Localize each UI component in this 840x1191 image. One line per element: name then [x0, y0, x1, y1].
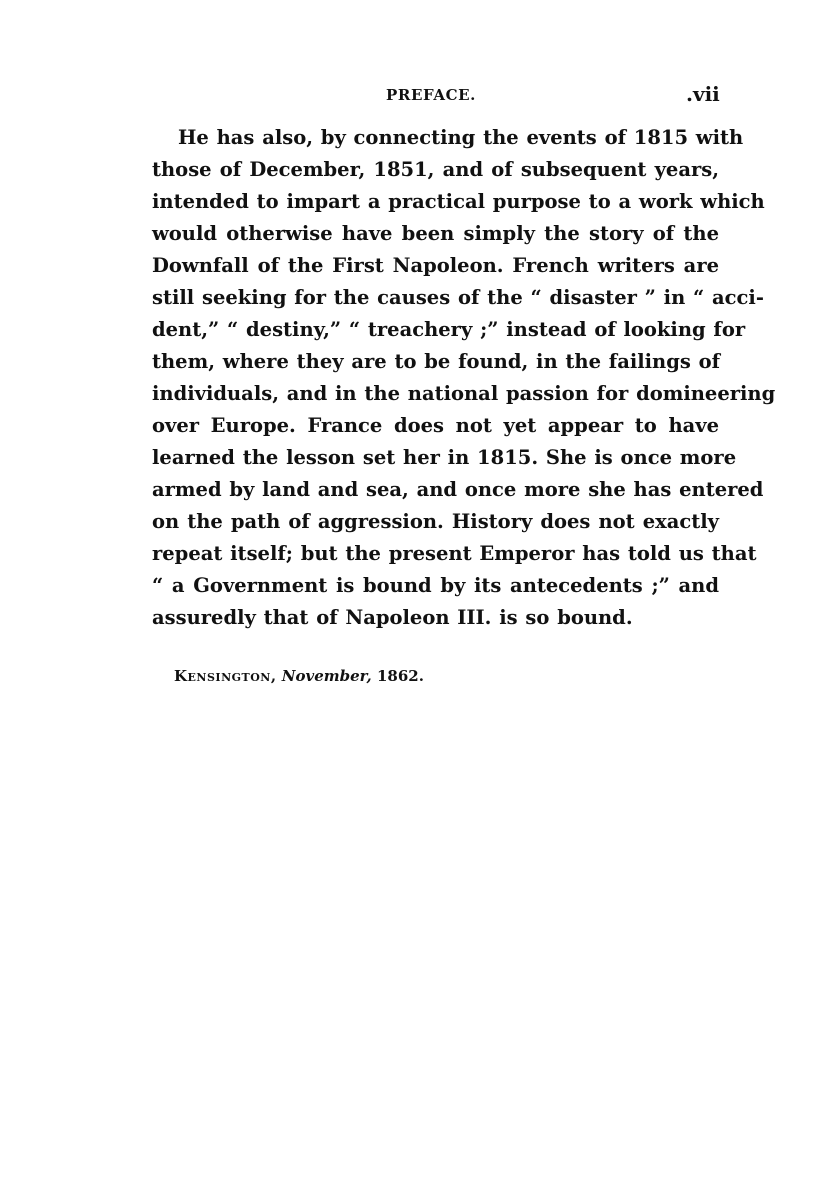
signature-place: Kensington, — [174, 667, 277, 685]
text-line: Downfall of the First Napoleon. French writers are — [152, 254, 719, 277]
text-line: assuredly that of Napoleon III. is so bound. — [152, 606, 633, 629]
text-line: armed by land and sea, and once more she has entered — [152, 478, 764, 501]
signature-month: November, — [281, 667, 372, 685]
text-line: those of December, 1851, and of subsequent years, — [152, 158, 719, 181]
preface-paragraph — [152, 122, 776, 634]
text-line: on the path of aggression. History does not exactly — [152, 510, 719, 533]
text-line: learned the lesson set her in 1815. She is once more — [152, 446, 737, 469]
running-title: PREFACE. — [386, 86, 476, 104]
text-line: them, where they are to be found, in the failings of — [152, 350, 721, 373]
text-line: would otherwise have been simply the story of the — [152, 222, 719, 245]
text-line: He has also, by connecting the events of 1815 with — [178, 126, 744, 149]
running-head — [0, 82, 840, 108]
text-line: still seeking for the causes of the “ disaster ” in “ acci- — [152, 286, 764, 309]
signature-line — [174, 667, 424, 685]
text-line: intended to impart a practical purpose to a work which — [152, 190, 765, 213]
signature-year: 1862. — [376, 667, 424, 685]
text-line: over Europe. France does not yet appear to have — [152, 414, 719, 437]
text-line: repeat itself; but the present Emperor has told us that — [152, 542, 757, 565]
page-number: .vii — [686, 82, 720, 106]
text-line: individuals, and in the national passion for domineering — [152, 382, 776, 405]
text-line: “ a Government is bound by its antecedents ;” and — [152, 574, 719, 597]
text-line: dent,” “ destiny,” “ treachery ;” instead of looking for — [152, 318, 746, 341]
